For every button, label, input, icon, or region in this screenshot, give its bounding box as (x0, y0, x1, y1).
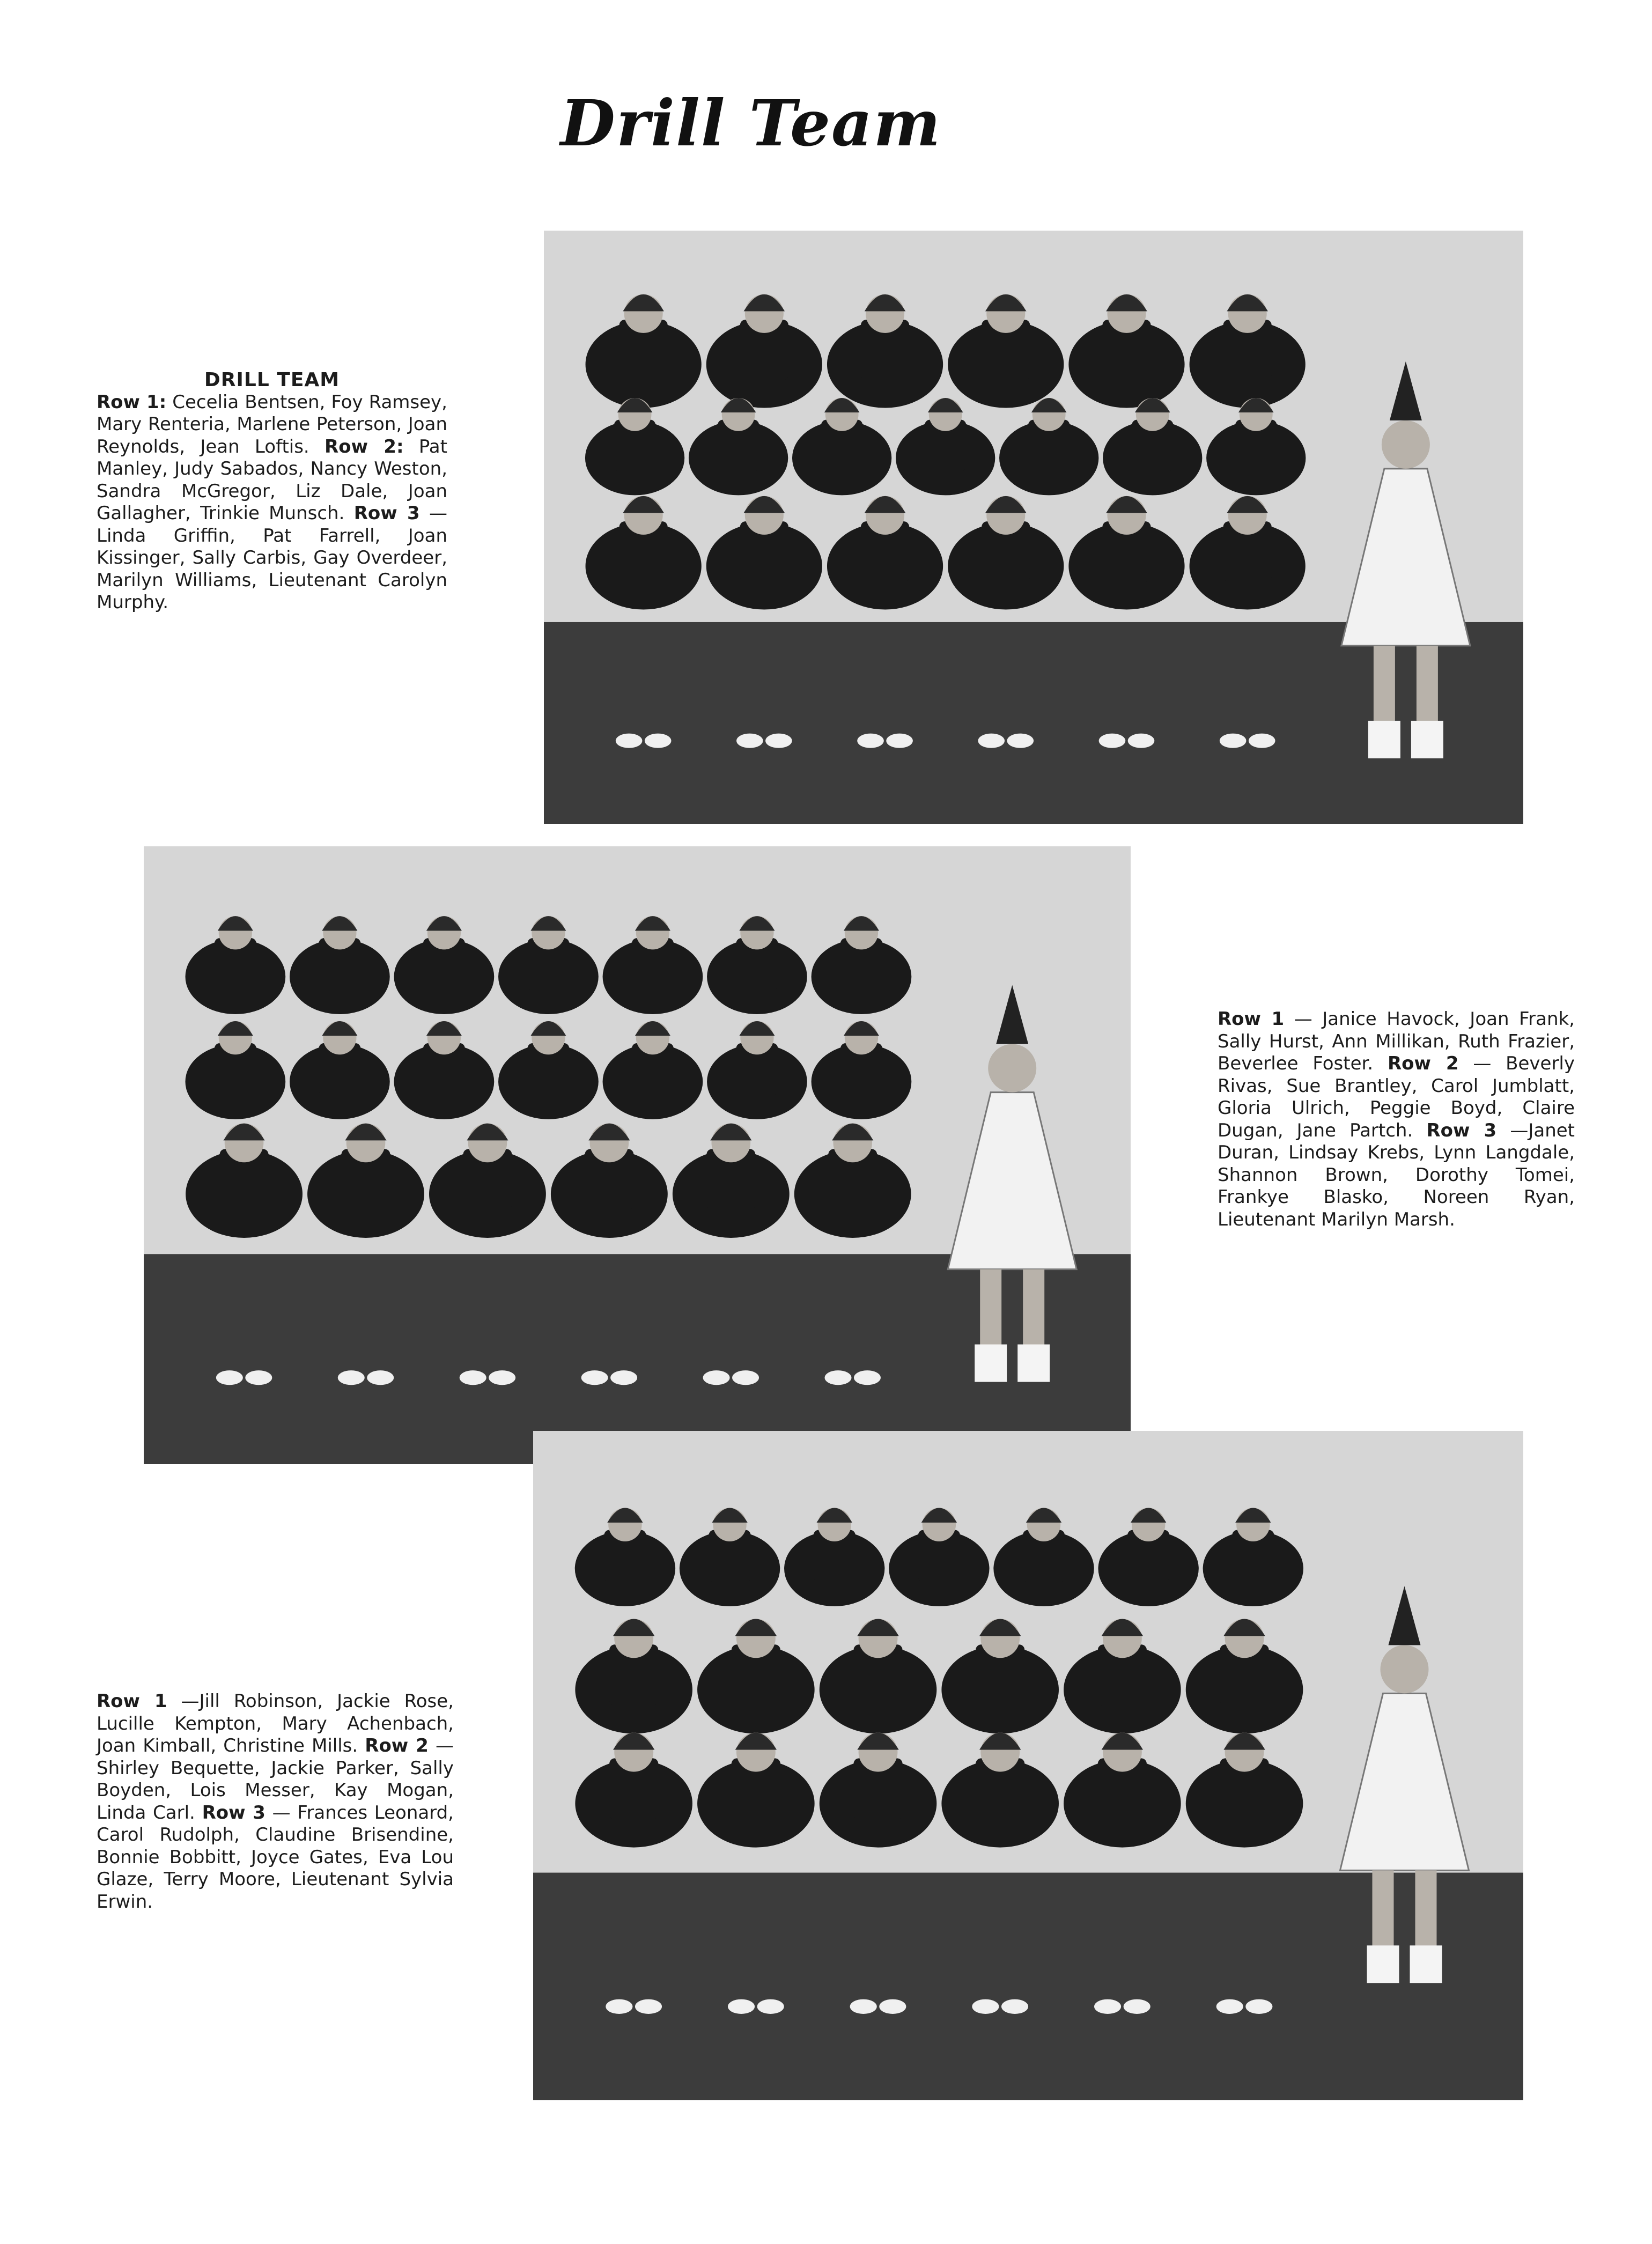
row-3-label: Row 3 (202, 1802, 266, 1824)
saddle-shoe (610, 1370, 637, 1385)
row-2-label: Row 2 (1388, 1053, 1459, 1074)
lieutenant-boot (1410, 1945, 1442, 1983)
lieutenant-boot (1411, 721, 1443, 758)
row-2-label: Row 2 (365, 1735, 429, 1756)
drill-team-photo-3 (533, 1431, 1523, 2100)
row-2-label: Row 2: (324, 435, 404, 457)
page-title: Drill Team (560, 86, 942, 160)
row-3-label: Row 3 (1426, 1119, 1497, 1141)
photo-2-drawing (144, 846, 1131, 1464)
drill-team-photo-2 (144, 846, 1131, 1464)
saddle-shoe (645, 734, 672, 748)
saddle-shoe (1220, 734, 1247, 748)
row-2-names: — Beverly Rivas, Sue Brantley, Carol Jumblatt, Gloria Ulrich, Peggie Boyd, Claire Dugan, Jane Partch. (1218, 1053, 1575, 1141)
saddle-shoe (1124, 1999, 1150, 2014)
lieutenant-leg (1023, 1269, 1044, 1355)
saddle-shoe (1001, 1999, 1028, 2014)
saddle-shoe (1249, 734, 1275, 748)
caption-photo-2 (1218, 1008, 1575, 1231)
lieutenant-boot (975, 1345, 1007, 1382)
lieutenant-leg (1374, 646, 1395, 732)
saddle-shoe (606, 1999, 632, 2014)
saddle-shoe (460, 1370, 486, 1385)
saddle-shoe (1099, 734, 1126, 748)
saddle-shoe (972, 1999, 999, 2014)
saddle-shoe (857, 734, 884, 748)
row-1-label: Row 1: (97, 391, 167, 413)
lieutenant-leg (1417, 646, 1438, 732)
lieutenant-leg (980, 1269, 1001, 1355)
row-2-names: Pat Manley, Judy Sabados, Nancy Weston, Sandra McGregor, Liz Dale, Joan Gallagher, Trinkie Munsch. (97, 435, 447, 524)
lieutenant-boot (1367, 1945, 1399, 1983)
saddle-shoe (367, 1370, 394, 1385)
row-3-names: — Linda Griffin, Pat Farrell, Joan Kissinger, Sally Carbis, Gay Overdeer, Marilyn Williams, Lieutenant Carolyn Murphy. (97, 503, 448, 613)
saddle-shoe (1245, 1999, 1272, 2014)
saddle-shoe (765, 734, 792, 748)
caption-photo-1 (97, 369, 447, 614)
saddle-shoe (1216, 1999, 1243, 2014)
row-3-names: — Frances Leonard, Carol Rudolph, Claudine Brisendine, Bonnie Bobbitt, Joyce Gates, Eva Lou Glaze, Terry Moore, Lieutenant Sylvia Erwin. (97, 1802, 454, 1913)
saddle-shoe (216, 1370, 243, 1385)
saddle-shoe (1128, 734, 1155, 748)
caption-photo-3 (97, 1691, 454, 1913)
saddle-shoe (1007, 734, 1034, 748)
saddle-shoe (703, 1370, 730, 1385)
saddle-shoe (854, 1370, 881, 1385)
saddle-shoe (581, 1370, 608, 1385)
saddle-shoe (886, 734, 913, 748)
saddle-shoe (879, 1999, 906, 2014)
lieutenant-leg (1372, 1870, 1393, 1956)
lieutenant-boot (1368, 721, 1400, 758)
saddle-shoe (732, 1370, 759, 1385)
saddle-shoe (635, 1999, 662, 2014)
lieutenant-face (1380, 1645, 1428, 1693)
lieutenant-face (988, 1044, 1036, 1093)
lieutenant-leg (1415, 1870, 1436, 1956)
row-1-label: Row 1 (1218, 1008, 1285, 1030)
row-2-names: —Shirley Bequette, Jackie Parker, Sally Boyden, Lois Messer, Kay Mogan, Linda Carl. (97, 1735, 454, 1824)
saddle-shoe (616, 734, 643, 748)
saddle-shoe (1094, 1999, 1121, 2014)
row-3-label: Row 3 (353, 503, 420, 524)
photo-1-drawing (544, 231, 1523, 824)
photo-3-drawing (533, 1431, 1523, 2100)
saddle-shoe (825, 1370, 852, 1385)
saddle-shoe (850, 1999, 877, 2014)
drill-team-photo-1 (544, 231, 1523, 824)
row-1-label: Row 1 (97, 1691, 167, 1712)
row-3-names: —Janet Duran, Lindsay Krebs, Lynn Langdale, Shannon Brown, Dorothy Tomei, Frankye Blasko, Noreen Ryan, Lieutenant Marilyn Marsh. (1218, 1119, 1575, 1230)
row-1-names: Cecelia Bentsen, Foy Ramsey, Mary Renteria, Marlene Peterson, Joan Reynolds, Jean Loftis. (97, 391, 447, 457)
saddle-shoe (245, 1370, 272, 1385)
lieutenant-face (1382, 420, 1430, 469)
caption-heading: DRILL TEAM (204, 369, 340, 391)
row-1-names: — Janice Havock, Joan Frank, Sally Hurst, Ann Millikan, Ruth Frazier, Beverlee Foster. (1218, 1008, 1575, 1074)
saddle-shoe (338, 1370, 365, 1385)
saddle-shoe (736, 734, 763, 748)
saddle-shoe (728, 1999, 755, 2014)
saddle-shoe (489, 1370, 515, 1385)
saddle-shoe (757, 1999, 784, 2014)
saddle-shoe (978, 734, 1005, 748)
row-1-names: —Jill Robinson, Jackie Rose, Lucille Kempton, Mary Achenbach, Joan Kimball, Christine Mills. (97, 1691, 454, 1756)
lieutenant-boot (1017, 1345, 1050, 1382)
